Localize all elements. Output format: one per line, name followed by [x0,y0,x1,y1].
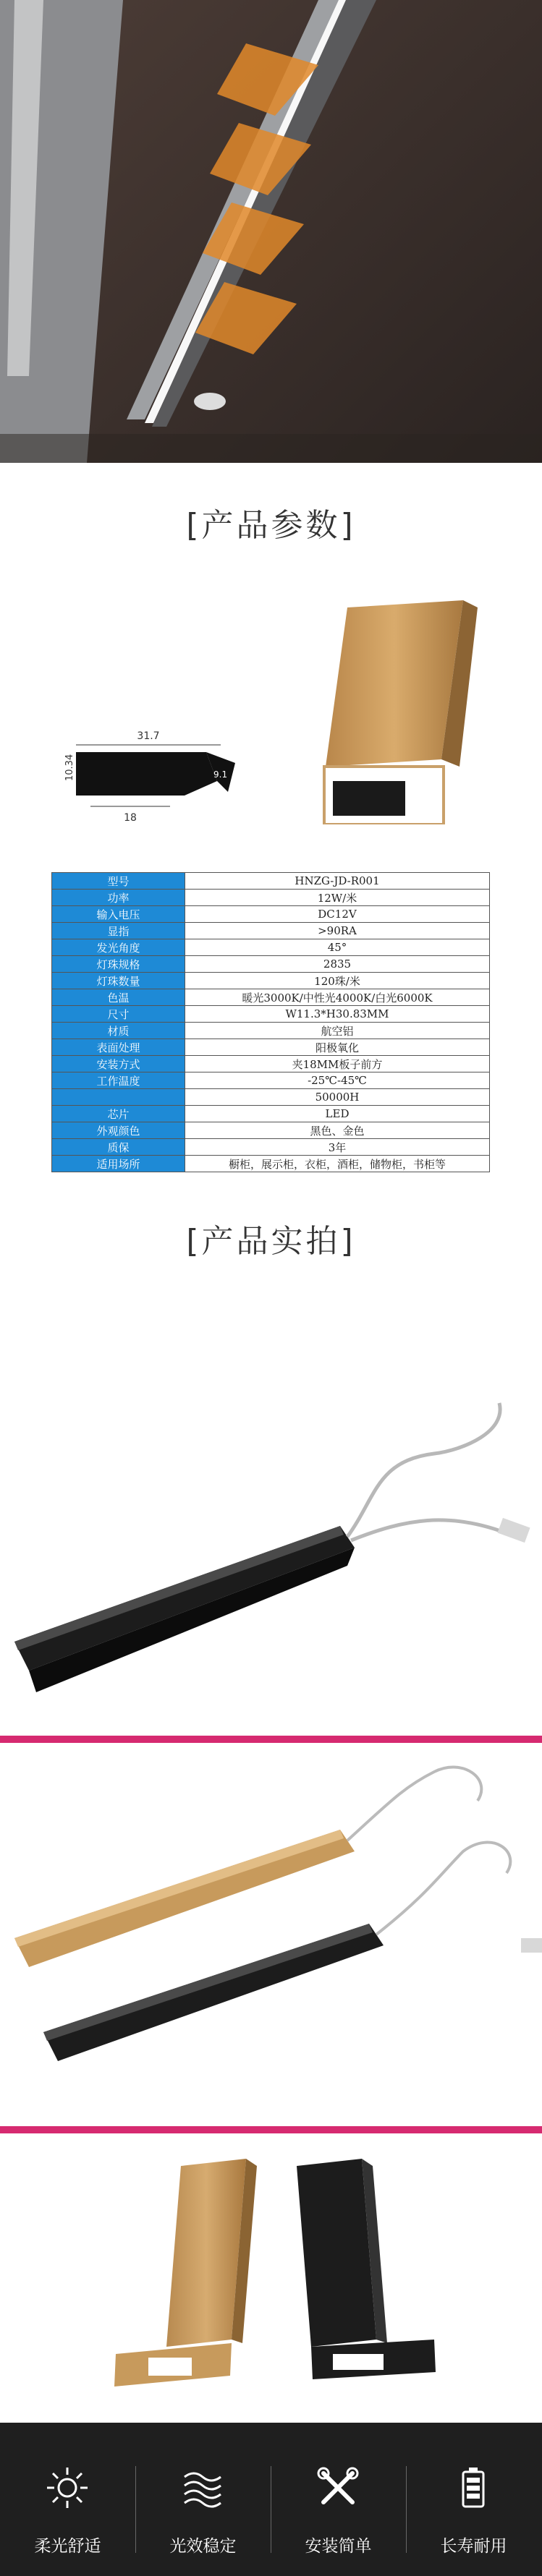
spec-key: 安装方式 [52,1056,185,1072]
spec-row [52,890,490,906]
spec-value: 120珠/米 [185,973,490,989]
spec-value: 12W/米 [185,890,490,906]
dim-bottom-label: 18 [124,812,137,824]
spec-key: 质保 [52,1139,185,1156]
gold-profile-photo [304,593,499,824]
spec-row [52,1089,490,1106]
spec-row [52,1023,490,1039]
feature-label: 安装简单 [305,2537,372,2556]
spec-key: 表面处理 [52,1039,185,1056]
spec-row [52,906,490,923]
spec-value: 航空铝 [185,1023,490,1039]
feature-footer [0,2423,542,2576]
feature-item-durable [406,2423,541,2576]
spec-value: 夹18MM板子前方 [185,1056,490,1072]
feature-label: 光效稳定 [169,2537,237,2556]
spec-key: 材质 [52,1023,185,1039]
photo-separator-1 [0,1736,542,1743]
spec-row [52,956,490,973]
feature-label: 长寿耐用 [440,2537,507,2556]
black-profile-photo [0,1280,542,1728]
spec-row [52,923,490,939]
feature-item-soft-light [0,2423,135,2576]
spec-table [51,872,490,1172]
spec-key: 适用场所 [52,1156,185,1172]
spec-value: 暖光3000K/中性光4000K/白光6000K [185,989,490,1006]
spec-row [52,1006,490,1023]
dim-angle-label: 9.1 [213,769,228,780]
spec-row [52,1072,490,1089]
spec-value: 50000H [185,1089,490,1106]
feature-item-easy-install [271,2423,406,2576]
feature-label: 柔光舒适 [34,2537,101,2556]
spec-row [52,1056,490,1072]
tools-icon [316,2466,360,2509]
spec-key: 灯珠规格 [52,956,185,973]
hero-photo [0,0,542,463]
spec-value: 黑色、金色 [185,1122,490,1139]
spec-key: 尺寸 [52,1006,185,1023]
battery-icon [452,2466,495,2509]
spec-key: 芯片 [52,1106,185,1122]
spec-value: 阳极氧化 [185,1039,490,1056]
spec-row [52,1122,490,1139]
spec-key: 发光角度 [52,939,185,956]
profile-ends-photo [0,2137,542,2423]
feature-item-stable [135,2423,271,2576]
spec-key: 显指 [52,923,185,939]
spec-row [52,1106,490,1122]
spec-value: 2835 [185,956,490,973]
spec-row [52,873,490,890]
spec-key: 色温 [52,989,185,1006]
spec-value: W11.3*H30.83MM [185,1006,490,1023]
photo-separator-2 [0,2126,542,2133]
spec-value: HNZG-JD-R001 [185,873,490,890]
spec-value: LED [185,1106,490,1122]
spec-row [52,1139,490,1156]
spec-key [52,1089,185,1106]
spec-value: DC12V [185,906,490,923]
dim-width-label: 31.7 [137,730,160,742]
spec-key: 输入电压 [52,906,185,923]
waves-icon [181,2466,224,2509]
spec-key: 外观颜色 [52,1122,185,1139]
spec-row [52,1156,490,1172]
spec-key: 型号 [52,873,185,890]
spec-value: -25℃-45℃ [185,1072,490,1089]
spec-key: 工作温度 [52,1072,185,1089]
hero-illustration [0,0,542,463]
sun-icon [46,2466,89,2509]
spec-key: 功率 [52,890,185,906]
spec-value: 45° [185,939,490,956]
gold-black-profiles-photo [0,1743,542,2126]
spec-value: 橱柜，展示柜，衣柜，酒柜，储物柜，书柜等 [185,1156,490,1172]
profile-diagram [62,723,250,832]
spec-row [52,973,490,989]
spec-value: >90RA [185,923,490,939]
spec-key: 灯珠数量 [52,973,185,989]
photos-section-title: [产品实拍] [186,1223,356,1260]
dim-height-label: 10.34 [64,754,75,781]
spec-row [52,1039,490,1056]
spec-value: 3年 [185,1139,490,1156]
spec-row [52,989,490,1006]
spec-row [52,939,490,956]
params-section-title: [产品参数] [186,507,356,544]
